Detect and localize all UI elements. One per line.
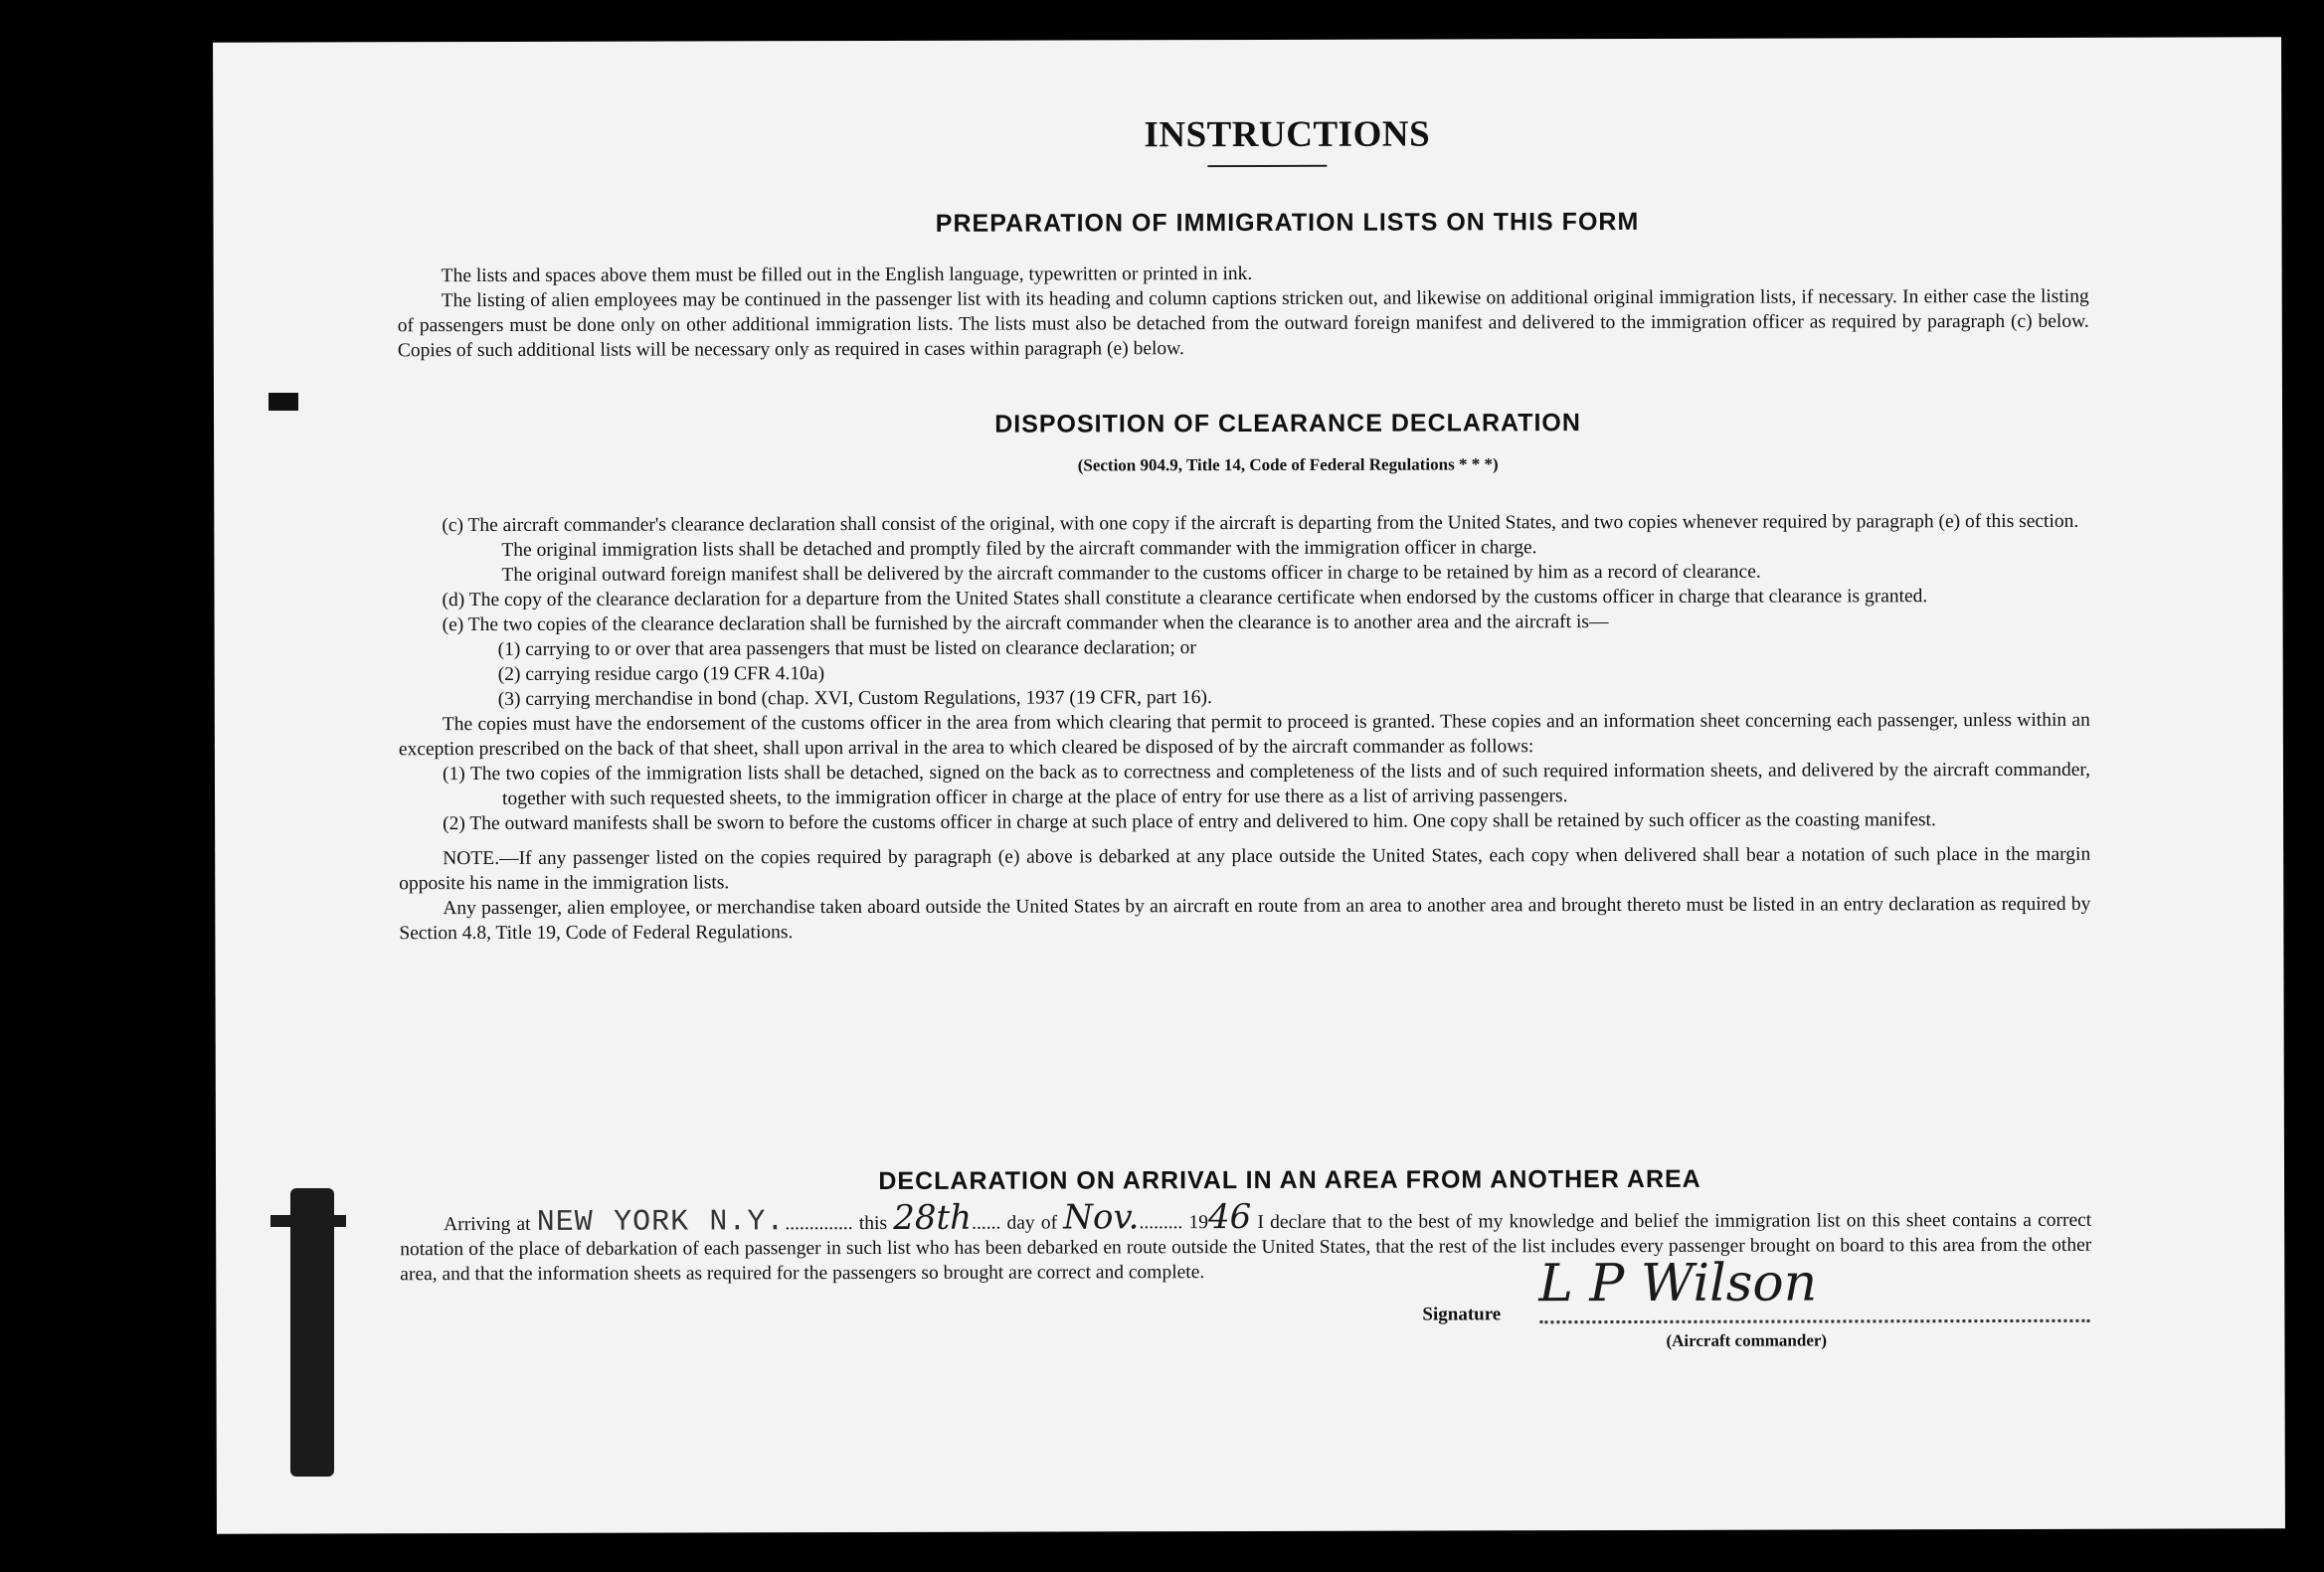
document-page xyxy=(213,37,2285,1533)
margin-ink-smudge xyxy=(290,1188,334,1477)
paragraph: The listing of alien employees may be continued in the passenger list with its heading and column captions stricken out, and likewise on additional original immigration lists, if necessary. In either case the listing of passengers must be done only on other additional immigration lists. The lists must also be detached from the outward foreign manifest and delivered to the immigration officer as required by paragraph (c) below. Copies of such additional lists will be necessary only as required in cases within paragraph (e) below. xyxy=(397,285,2089,362)
day-of-label: day of xyxy=(1006,1212,1058,1234)
declaration-paragraph: Arriving at NEW YORK N.Y............... this 28th...... day of Nov.......... 1946 I declare that to the best of my knowledge and belief the immigration list on this sheet contains a correct notation of the place of debarkation of each passenger in such list who has been debarked en route outside the United States, that the rest of the list includes every passenger brought on board to this area from the other area, and that the information sheets as required for the passengers so brought are correct and complete. xyxy=(400,1196,2092,1286)
paragraph-original-lists: The original immigration lists shall be detached and promptly filed by the aircraft commander with the immigration officer in charge. xyxy=(501,537,1537,561)
handwritten-day: 28th xyxy=(893,1197,973,1238)
handwritten-month: Nov. xyxy=(1063,1197,1140,1238)
paragraph: The lists and spaces above them must be filled out in the English language, typewritten or printed in ink. xyxy=(441,262,1253,287)
handwritten-signature: L P Wilson xyxy=(1538,1253,1818,1314)
paragraph-any-passenger: Any passenger, alien employee, or merchandise taken aboard outside the United States by an aircraft en route from an area to another area and brought thereto must be listed in an entry declaration as required by Section 4.8, Title 19, Code of Federal Regulations. xyxy=(399,893,2091,945)
list-item-disposal-2: (2) The outward manifests shall be sworn to before the customs officer in charge at such place of entry and delivered to him. One copy shall be retained by such officer as the coasting manifest. xyxy=(443,809,1936,835)
signature-label: Signature xyxy=(1422,1304,1502,1325)
year-prefix: 19 xyxy=(1188,1212,1209,1234)
paragraph-e: (e) The two copies of the clearance declaration shall be furnished by the aircraft commander when the clearance is to another area and the aircraft is— xyxy=(442,611,1609,636)
margin-ink-smudge-cross xyxy=(270,1215,346,1227)
this-label: this xyxy=(858,1212,888,1235)
list-item-e2: (2) carrying residue cargo (19 CFR 4.10a) xyxy=(497,663,825,685)
list-item-disposal-1: (1) The two copies of the immigration lists shall be detached, signed on the back as to correctness and completeness of the lists and of such required information sheets, and delivered by the aircraft commander, together with such requested sheets, to the immigration officer in charge at the place of entry for use there as a list of arriving passengers. xyxy=(442,759,2090,809)
declaration-text: I declare that to the best of my knowledge and belief the immigration list on this sheet contains a correct notation of the place of debarkation of each passenger in such list who has been debarked en route outside the United States, that the rest of the list includes every passenger brought on board to this area from the other area, and that the information sheets as required for the passengers so brought are correct and complete. xyxy=(400,1209,2092,1286)
signature-line xyxy=(1539,1319,2089,1323)
signature-role: (Aircraft commander) xyxy=(1666,1330,1828,1350)
paragraph-c: (c) The aircraft commander's clearance declaration shall consist of the original, with one copy if the aircraft is departing from the United States, and two copies whenever required by paragraph (e) of this section. xyxy=(442,510,2079,537)
section-citation: (Section 904.9, Title 14, Code of Federal Regulations * * *) xyxy=(1077,454,1499,475)
section-heading-preparation: PREPARATION OF IMMIGRATION LISTS ON THIS FORM xyxy=(935,207,1640,238)
page-title: INSTRUCTIONS xyxy=(1144,113,1431,156)
arrival-place-stamp: NEW YORK N.Y. xyxy=(536,1205,786,1240)
paragraph-original-manifest: The original outward foreign manifest shall be delivered by the aircraft commander to the customs officer in charge to be retained by him as a record of clearance. xyxy=(501,561,1761,586)
list-item-e3: (3) carrying merchandise in bond (chap. XVI, Custom Regulations, 1937 (19 CFR, part 16). xyxy=(497,687,1212,710)
paragraph-d: (d) The copy of the clearance declaration for a departure from the United States shall constitute a clearance certificate when endorsed by the customs officer in charge that clearance is granted. xyxy=(442,586,1928,611)
section-heading-declaration: DECLARATION ON ARRIVAL IN AN AREA FROM ANOTHER AREA xyxy=(878,1164,1701,1195)
section-disposition-body xyxy=(398,509,2090,946)
list-item-e1: (1) carrying to or over that area passengers that must be listed on clearance declaration; or xyxy=(497,637,1196,660)
paragraph-note: NOTE.—If any passenger listed on the copies required by paragraph (e) above is debarked at any place outside the United States, each copy when delivered shall bear a notation of such place in the margin opposite his name in the immigration lists. xyxy=(399,843,2091,895)
margin-ink-mark xyxy=(268,393,298,411)
section-preparation-body xyxy=(398,260,2089,363)
handwritten-year: 46 xyxy=(1207,1196,1252,1238)
paragraph-copies: The copies must have the endorsement of the customs officer in the area from which clearing that permit to proceed is granted. These copies and an information sheet concerning each passenger, unless within an exception prescribed on the back of that sheet, shall upon arrival in the area to which cleared be disposed of by the aircraft commander as follows: xyxy=(398,709,2090,761)
section-heading-disposition: DISPOSITION OF CLEARANCE DECLARATION xyxy=(994,409,1581,438)
title-underline xyxy=(1207,165,1327,167)
arriving-label: Arriving at xyxy=(444,1213,531,1236)
